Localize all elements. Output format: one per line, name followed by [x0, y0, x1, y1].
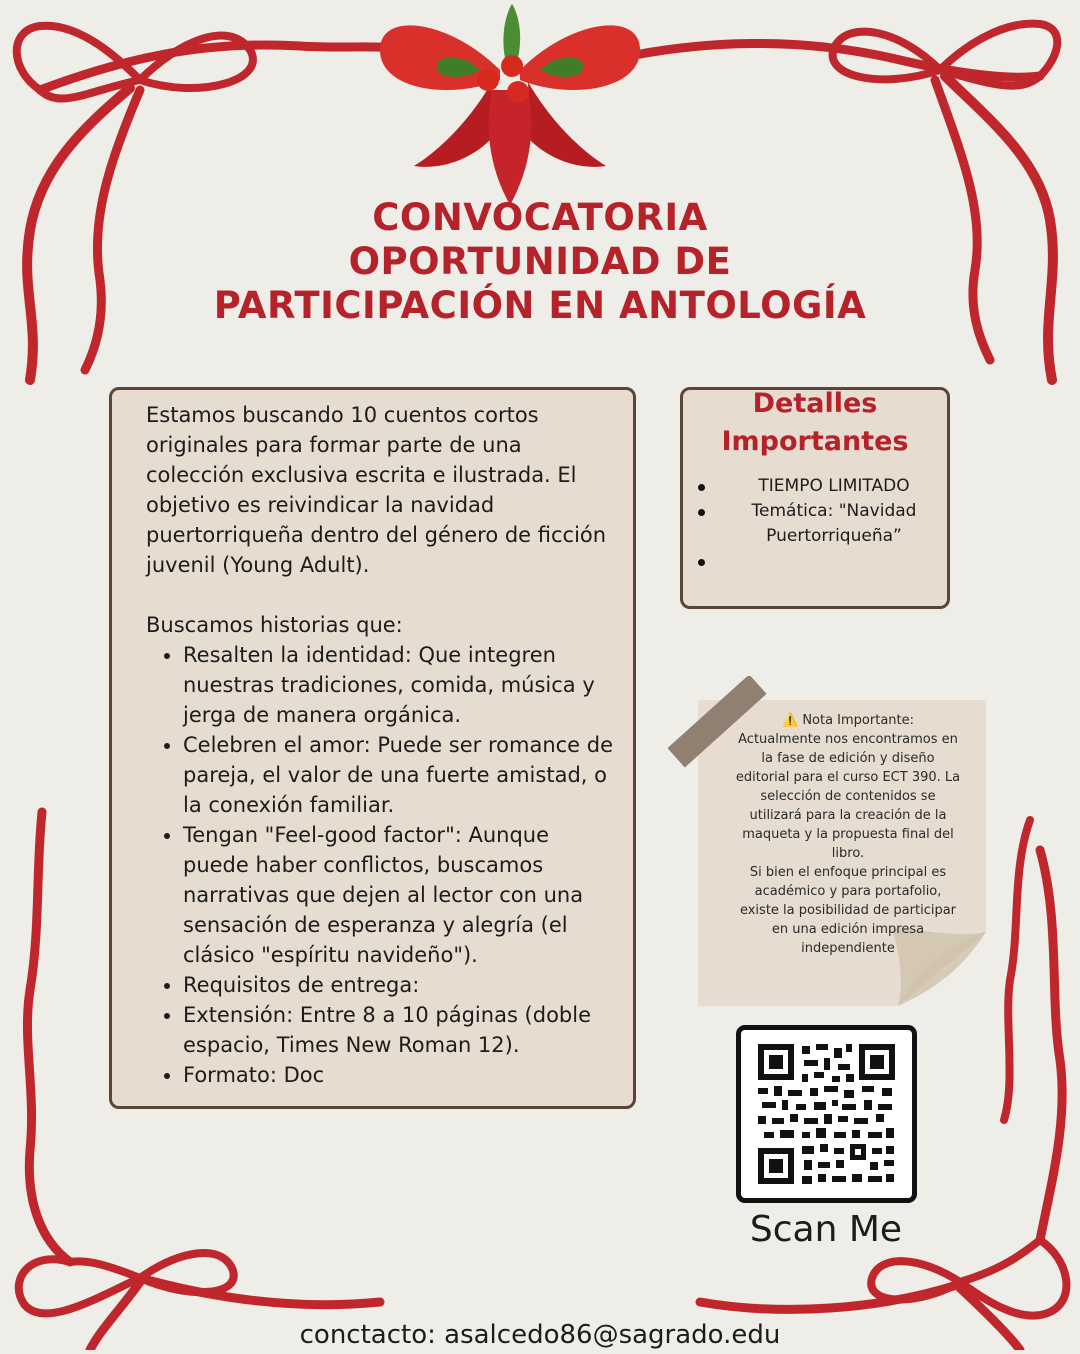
- seeking-label: Buscamos historias que:: [146, 613, 403, 637]
- details-list: [696, 474, 936, 574]
- scan-me-label: Scan Me: [749, 1209, 903, 1250]
- title-line-2: OPORTUNIDAD DE: [348, 240, 732, 283]
- details-item: [696, 549, 936, 574]
- main-info-text: [146, 400, 616, 1090]
- title-line-1: CONVOCATORIA: [372, 196, 708, 239]
- qr-code[interactable]: [736, 1025, 917, 1203]
- title-line-3: PARTICIPACIÓN EN ANTOLOGÍA: [213, 284, 867, 327]
- list-item: • Tengan "Feel-good factor": Aunque puede haber conflictos, buscamos narrativas que dejen al lector con una sensación de esperanza y alegría (el clásico "espíritu navideño").: [183, 820, 616, 970]
- note-heading: Nota Importante:: [802, 713, 915, 728]
- details-item: TIEMPO LIMITADO: [696, 474, 936, 499]
- note-text: [735, 711, 961, 958]
- list-item: • Formato: Doc: [183, 1060, 616, 1090]
- contact-email[interactable]: conctacto: asalcedo86@sagrado.edu: [299, 1320, 781, 1350]
- note-body: Actualmente nos encontramos en la fase de edición y diseño editorial para el curso ECT 390. La selección de contenidos se utilizará para la creación de la maqueta y la propuesta final del libro.: [735, 732, 961, 861]
- page-title: [0, 196, 1080, 328]
- qr-code-icon: [758, 1044, 895, 1184]
- list-item: • Celebren el amor: Puede ser romance de pareja, el valor de una fuerte amistad, o la conexión familiar.: [183, 730, 616, 820]
- details-item: Temática: "Navidad Puertorriqueña”: [696, 499, 936, 549]
- warning-icon: ⚠️: [781, 713, 799, 728]
- list-item: • Extensión: Entre 8 a 10 páginas (doble espacio, Times New Roman 12).: [183, 1000, 616, 1060]
- list-item: • Requisitos de entrega:: [183, 970, 616, 1000]
- requirements-list: [146, 640, 616, 1090]
- list-item: • Resalten la identidad: Que integren nuestras tradiciones, comida, música y jerga de manera orgánica.: [183, 640, 616, 730]
- note-body-2: Si bien el enfoque principal es académico y para portafolio, existe la posibilidad de participar en una edición impresa independiente: [739, 865, 957, 956]
- intro-paragraph: Estamos buscando 10 cuentos cortos originales para formar parte de una colección exclusiva escrita e ilustrada. El objetivo es reivindicar la navidad puertorriqueña dentro del género de ficción juvenil (Young Adult).: [146, 403, 607, 577]
- details-title: Detalles Importantes: [721, 388, 909, 457]
